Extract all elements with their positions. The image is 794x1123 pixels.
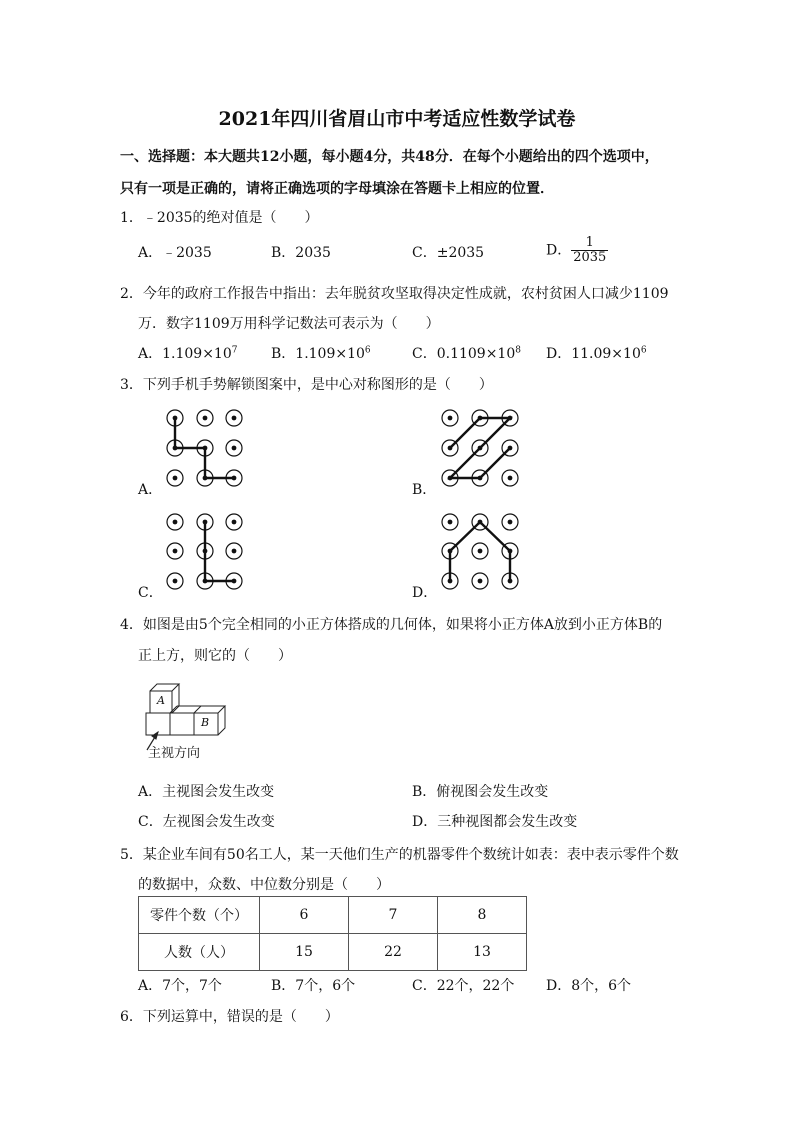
q2-option-d-base: D．11.09×10 [546, 346, 641, 362]
table-cell: 7 [349, 897, 438, 934]
q1-option-b: B．2035 [271, 245, 331, 261]
q4-option-c: C．左视图会发生改变 [138, 814, 275, 830]
q4-option-b: B．俯视图会发生改变 [412, 784, 549, 800]
q3-stem: 3．下列手机手势解锁图案中，是中心对称图形的是（ ） [120, 377, 493, 393]
q3-option-c-label: C． [138, 585, 163, 601]
q1-stem: 1．﹣2035的绝对值是（ ） [120, 210, 319, 226]
unlock-pattern-c [167, 514, 242, 589]
q5-option-b: B．7个，6个 [271, 978, 356, 994]
table-cell: 8 [438, 897, 527, 934]
q1-option-c: C．±2035 [412, 245, 485, 261]
q2-option-c-base: C．0.1109×10 [412, 346, 516, 362]
table-cell: 22 [349, 934, 438, 971]
q6-stem: 6．下列运算中，错误的是（ ） [120, 1009, 339, 1025]
q3-option-b-label: B． [412, 482, 437, 498]
q5-option-c: C．22个，22个 [412, 978, 515, 994]
section-heading-line2: 只有一项是正确的，请将正确选项的字母填涂在答题卡上相应的位置． [120, 181, 554, 197]
table-row [139, 934, 527, 971]
q2-option-a-base: A．1.109×10 [138, 346, 232, 362]
q2-stem-line2: 万．数字1109万用科学记数法可表示为（ ） [138, 316, 440, 332]
page-title: 2021年四川省眉山市中考适应性数学试卷 [218, 108, 576, 130]
cube-label-b: B [201, 716, 210, 729]
table-cell: 15 [260, 934, 349, 971]
q5-stem-line2: 的数据中，众数、中位数分别是（ ） [138, 877, 390, 893]
view-direction-label: 主视方向 [148, 746, 201, 761]
q2-option-d-exp: 6 [640, 345, 647, 356]
unlock-pattern-b [442, 410, 518, 486]
q3-option-d-label: D． [412, 585, 438, 601]
q1-option-a: A．﹣2035 [138, 245, 212, 261]
cube-label-a: A [157, 694, 165, 707]
q4-option-d: D．三种视图都会发生改变 [412, 814, 578, 830]
q4-stem-line1: 4．如图是由5个完全相同的小正方体搭成的几何体，如果将小正方体A放到小正方体B的 [120, 617, 663, 633]
q4-stem-line2: 正上方，则它的（ ） [138, 648, 292, 664]
q5-stem-line1: 5．某企业车间有50名工人，某一天他们生产的机器零件个数统计如表：表中表示零件个数 [120, 847, 679, 863]
q5-data-table [138, 896, 527, 971]
q5-option-a: A．7个，7个 [138, 978, 222, 994]
q1-option-d-prefix: D． [546, 242, 572, 259]
table-cell: 6 [260, 897, 349, 934]
q1-fraction-denominator: 2035 [573, 250, 607, 265]
q2-stem-line1: 2．今年的政府工作报告中指出：去年脱贫攻坚取得决定性成就，农村贫困人口减少1109 [120, 286, 669, 302]
section-heading-line1: 一、选择题：本大题共12小题，每小题4分，共48分．在每个小题给出的四个选项中， [120, 149, 659, 165]
q4-option-a: A．主视图会发生改变 [138, 784, 275, 800]
table-cell: 人数（人） [139, 934, 260, 971]
q1-fraction-numerator: 1 [585, 235, 594, 250]
q2-option-b-base: B．1.109×10 [271, 346, 365, 362]
q2-option-a-exp: 7 [231, 345, 238, 356]
q5-option-d: D．8个，6个 [546, 978, 632, 994]
unlock-pattern-d [442, 514, 518, 589]
table-cell: 13 [438, 934, 527, 971]
q2-option-b-exp: 6 [364, 345, 371, 356]
table-row [139, 897, 527, 934]
q3-option-a-label: A． [138, 482, 163, 498]
unlock-pattern-a [167, 410, 242, 486]
table-cell: 零件个数（个） [139, 897, 260, 934]
q2-option-c-exp: 8 [515, 345, 521, 356]
